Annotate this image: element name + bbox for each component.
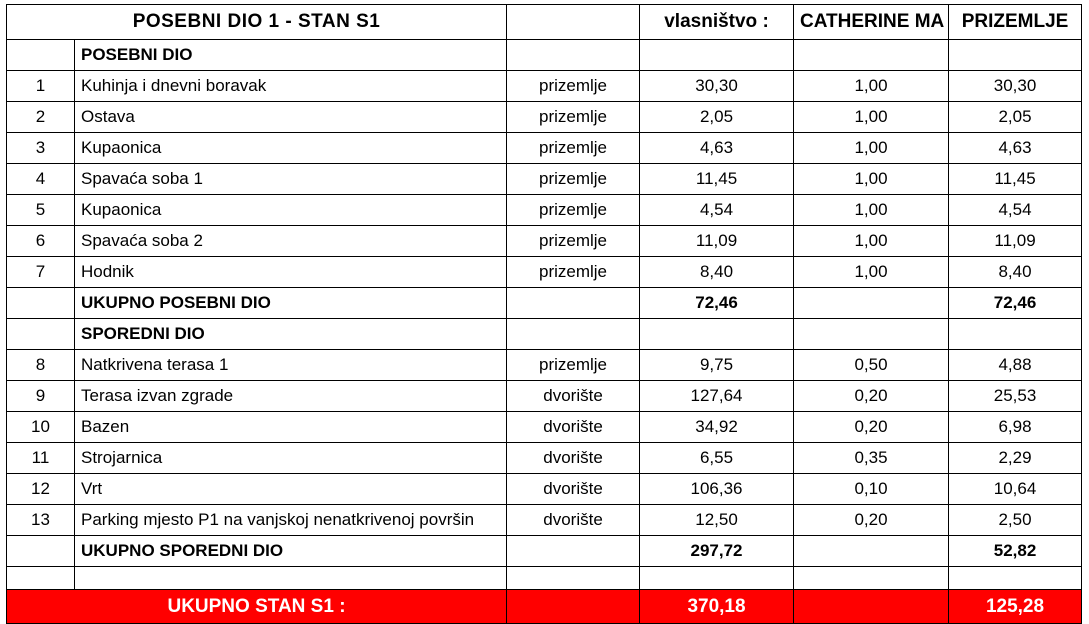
row-description: Kuhinja i dnevni boravak bbox=[75, 71, 507, 102]
row-number: 1 bbox=[7, 71, 75, 102]
table-row bbox=[7, 412, 1082, 443]
row-area: 2,05 bbox=[640, 102, 794, 133]
empty-cell bbox=[949, 567, 1082, 590]
apartment-area-table bbox=[6, 4, 1082, 624]
row-total: 11,09 bbox=[949, 226, 1082, 257]
row-share: 0,35 bbox=[794, 443, 949, 474]
row-share: 1,00 bbox=[794, 195, 949, 226]
table-row bbox=[7, 381, 1082, 412]
table-row bbox=[7, 226, 1082, 257]
row-number: 7 bbox=[7, 257, 75, 288]
row-description: Bazen bbox=[75, 412, 507, 443]
section-label-secondary: SPOREDNI DIO bbox=[75, 319, 507, 350]
row-area: 6,55 bbox=[640, 443, 794, 474]
row-description: Vrt bbox=[75, 474, 507, 505]
empty-cell bbox=[7, 536, 75, 567]
row-description: Parking mjesto P1 na vanjskoj nenatkrivenoj površin bbox=[75, 505, 507, 536]
grand-total-row bbox=[7, 590, 1082, 624]
header-spacer-cell bbox=[507, 5, 640, 40]
section-label-main: POSEBNI DIO bbox=[75, 40, 507, 71]
row-share: 1,00 bbox=[794, 102, 949, 133]
empty-cell bbox=[640, 319, 794, 350]
row-number: 9 bbox=[7, 381, 75, 412]
table-row bbox=[7, 195, 1082, 226]
empty-cell bbox=[640, 40, 794, 71]
row-area: 9,75 bbox=[640, 350, 794, 381]
spacer-row bbox=[7, 567, 1082, 590]
secondary-total-row bbox=[7, 536, 1082, 567]
empty-cell bbox=[949, 40, 1082, 71]
row-description: Hodnik bbox=[75, 257, 507, 288]
row-area: 12,50 bbox=[640, 505, 794, 536]
empty-cell bbox=[794, 590, 949, 624]
table-row bbox=[7, 71, 1082, 102]
row-area: 30,30 bbox=[640, 71, 794, 102]
document-title: POSEBNI DIO 1 - STAN S1 bbox=[7, 5, 507, 40]
row-area: 4,54 bbox=[640, 195, 794, 226]
row-description: Spavaća soba 1 bbox=[75, 164, 507, 195]
table-row bbox=[7, 133, 1082, 164]
row-location: dvorište bbox=[507, 412, 640, 443]
empty-cell bbox=[507, 288, 640, 319]
row-location: prizemlje bbox=[507, 164, 640, 195]
row-share: 1,00 bbox=[794, 164, 949, 195]
empty-cell bbox=[507, 319, 640, 350]
row-total: 4,63 bbox=[949, 133, 1082, 164]
row-number: 8 bbox=[7, 350, 75, 381]
row-location: prizemlje bbox=[507, 102, 640, 133]
row-number: 13 bbox=[7, 505, 75, 536]
row-location: prizemlje bbox=[507, 226, 640, 257]
ownership-label: vlasništvo : bbox=[640, 5, 794, 40]
row-number: 10 bbox=[7, 412, 75, 443]
row-number: 5 bbox=[7, 195, 75, 226]
empty-cell bbox=[507, 40, 640, 71]
row-location: prizemlje bbox=[507, 133, 640, 164]
row-total: 2,50 bbox=[949, 505, 1082, 536]
empty-cell bbox=[794, 319, 949, 350]
row-location: dvorište bbox=[507, 381, 640, 412]
owner-name: CATHERINE MA bbox=[794, 5, 949, 40]
row-share: 0,50 bbox=[794, 350, 949, 381]
empty-cell bbox=[949, 319, 1082, 350]
row-share: 1,00 bbox=[794, 226, 949, 257]
secondary-total-label: UKUPNO SPOREDNI DIO bbox=[75, 536, 507, 567]
row-area: 34,92 bbox=[640, 412, 794, 443]
row-location: prizemlje bbox=[507, 350, 640, 381]
row-share: 0,20 bbox=[794, 505, 949, 536]
row-description: Ostava bbox=[75, 102, 507, 133]
table-row bbox=[7, 505, 1082, 536]
secondary-total-value: 52,82 bbox=[949, 536, 1082, 567]
row-total: 8,40 bbox=[949, 257, 1082, 288]
row-description: Kupaonica bbox=[75, 195, 507, 226]
empty-cell bbox=[7, 288, 75, 319]
row-area: 127,64 bbox=[640, 381, 794, 412]
empty-cell bbox=[794, 40, 949, 71]
grand-total-label: UKUPNO STAN S1 : bbox=[7, 590, 507, 624]
row-description: Natkrivena terasa 1 bbox=[75, 350, 507, 381]
row-area: 11,45 bbox=[640, 164, 794, 195]
row-total: 2,29 bbox=[949, 443, 1082, 474]
row-total: 11,45 bbox=[949, 164, 1082, 195]
row-area: 11,09 bbox=[640, 226, 794, 257]
table-row bbox=[7, 474, 1082, 505]
row-total: 6,98 bbox=[949, 412, 1082, 443]
row-description: Kupaonica bbox=[75, 133, 507, 164]
empty-cell bbox=[7, 319, 75, 350]
grand-total-value: 125,28 bbox=[949, 590, 1082, 624]
row-share: 0,10 bbox=[794, 474, 949, 505]
row-number: 12 bbox=[7, 474, 75, 505]
main-total-value: 72,46 bbox=[949, 288, 1082, 319]
row-total: 30,30 bbox=[949, 71, 1082, 102]
row-number: 11 bbox=[7, 443, 75, 474]
empty-cell bbox=[7, 567, 75, 590]
spreadsheet-document bbox=[0, 4, 1089, 621]
row-total: 2,05 bbox=[949, 102, 1082, 133]
row-location: prizemlje bbox=[507, 195, 640, 226]
section-header-secondary bbox=[7, 319, 1082, 350]
row-number: 4 bbox=[7, 164, 75, 195]
empty-cell bbox=[794, 567, 949, 590]
secondary-total-area: 297,72 bbox=[640, 536, 794, 567]
row-area: 8,40 bbox=[640, 257, 794, 288]
row-share: 0,20 bbox=[794, 412, 949, 443]
row-area: 4,63 bbox=[640, 133, 794, 164]
row-number: 6 bbox=[7, 226, 75, 257]
table-row bbox=[7, 164, 1082, 195]
row-description: Strojarnica bbox=[75, 443, 507, 474]
row-description: Terasa izvan zgrade bbox=[75, 381, 507, 412]
section-header-main bbox=[7, 40, 1082, 71]
table-row bbox=[7, 443, 1082, 474]
table-header-row bbox=[7, 5, 1082, 40]
row-total: 10,64 bbox=[949, 474, 1082, 505]
empty-cell bbox=[75, 567, 507, 590]
empty-cell bbox=[794, 288, 949, 319]
main-total-area: 72,46 bbox=[640, 288, 794, 319]
table-row bbox=[7, 350, 1082, 381]
level-label: PRIZEMLJE bbox=[949, 5, 1082, 40]
row-number: 3 bbox=[7, 133, 75, 164]
row-share: 0,20 bbox=[794, 381, 949, 412]
row-location: dvorište bbox=[507, 443, 640, 474]
row-share: 1,00 bbox=[794, 257, 949, 288]
row-total: 4,88 bbox=[949, 350, 1082, 381]
row-number: 2 bbox=[7, 102, 75, 133]
empty-cell bbox=[7, 40, 75, 71]
row-location: prizemlje bbox=[507, 71, 640, 102]
row-area: 106,36 bbox=[640, 474, 794, 505]
row-location: dvorište bbox=[507, 505, 640, 536]
row-total: 4,54 bbox=[949, 195, 1082, 226]
empty-cell bbox=[507, 567, 640, 590]
table-row bbox=[7, 257, 1082, 288]
main-total-row bbox=[7, 288, 1082, 319]
row-share: 1,00 bbox=[794, 133, 949, 164]
empty-cell bbox=[794, 536, 949, 567]
row-location: prizemlje bbox=[507, 257, 640, 288]
empty-cell bbox=[507, 590, 640, 624]
grand-total-area: 370,18 bbox=[640, 590, 794, 624]
empty-cell bbox=[640, 567, 794, 590]
main-total-label: UKUPNO POSEBNI DIO bbox=[75, 288, 507, 319]
row-share: 1,00 bbox=[794, 71, 949, 102]
row-total: 25,53 bbox=[949, 381, 1082, 412]
row-description: Spavaća soba 2 bbox=[75, 226, 507, 257]
row-location: dvorište bbox=[507, 474, 640, 505]
table-row bbox=[7, 102, 1082, 133]
empty-cell bbox=[507, 536, 640, 567]
